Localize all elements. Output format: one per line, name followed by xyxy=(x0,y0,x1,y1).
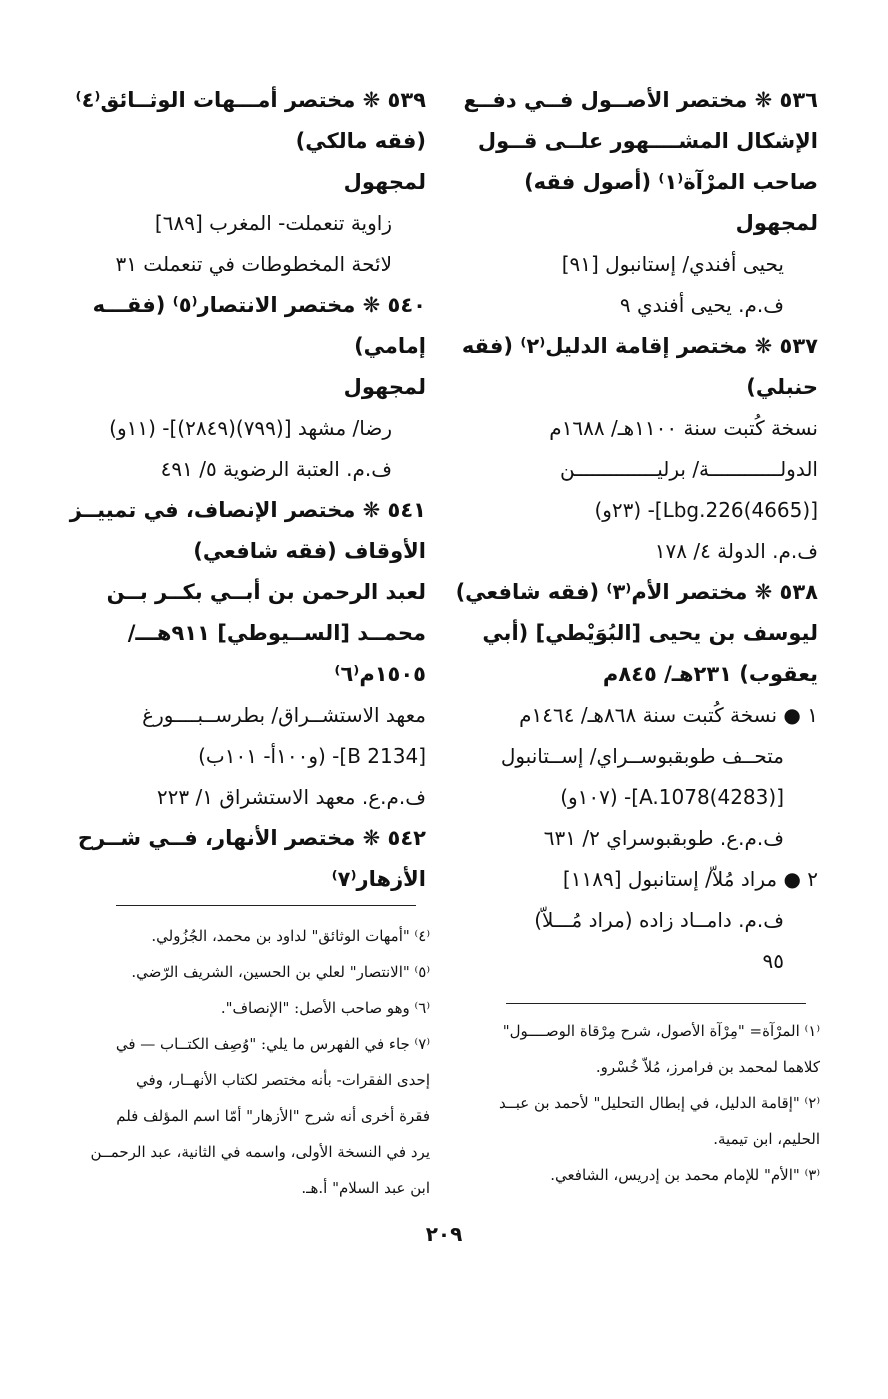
entry-541-author: لعبد الرحمن بن أبــي بكــر بــن xyxy=(106,580,426,604)
entry-541-catalog: ف.م.ع. معهد الاستشراق ١/ ٢٢٣ xyxy=(156,785,426,809)
footnote-rule-right xyxy=(506,1003,806,1004)
entry-536-heading-cont: صاحب المرْآة⁽١⁾ (أصول فقه) xyxy=(524,170,818,194)
entry-536-location: يحيى أفندي/ إستانبول [٩١] xyxy=(561,252,784,276)
entry-539-catalog: لائحة المخطوطات في تنعملت ٣١ xyxy=(115,252,392,276)
entry-538-copy-2-catalog: ف.م. دامــاد زاده (مراد مُـــلاّ) xyxy=(534,908,784,932)
entry-536-catalog: ف.م. يحيى أفندي ٩ xyxy=(619,293,784,317)
entry-541-shelfmark: [B 2134]- (و١٠٠أ- ١٠١ب) xyxy=(198,744,426,768)
entry-537-location: الدولــــــــــــة/ برليــــــــــــــن xyxy=(559,457,818,481)
entry-537-heading: ٥٣٧ ❋ مختصر إقامة الدليل⁽٢⁾ (فقه xyxy=(461,334,818,358)
footnote-2: ⁽٢⁾ "إقامة الدليل، في إبطال التحليل" لأحمد بن عبــد xyxy=(499,1094,820,1112)
footnote-3: ⁽٣⁾ "الأم" للإمام محمد بن إدريس، الشافعي. xyxy=(550,1166,820,1184)
entry-538-copy-2: ٢ ● مراد مُلاّ/ إستانبول [١١٨٩] xyxy=(562,867,818,891)
footnote-7-cont: يرد في النسخة الأولى، واسمه في الثانية، عبد الرحمــن xyxy=(90,1143,430,1161)
entry-538-author: ليوسف بن يحيى [البُوَيْطي] (أبي xyxy=(482,621,818,645)
footnote-5: ⁽٥⁾ "الانتصار" لعلي بن الحسين، الشريف الرّضي. xyxy=(131,963,430,981)
entry-539-heading: ٥٣٩ ❋ مختصر أمـــهات الوثــائق⁽٤⁾ xyxy=(75,88,426,112)
footnote-7-cont: فقرة أخرى أنه شرح "الأزهار" أمّا اسم المؤلف فلم xyxy=(116,1107,430,1125)
footnote-rule-left xyxy=(116,905,416,906)
entry-536-heading-cont: الإشكال المشــــهور علــى قــول xyxy=(477,129,818,153)
page-number: ٢٠٩ xyxy=(425,1222,463,1246)
entry-538-heading: ٥٣٨ ❋ مختصر الأم⁽٣⁾ (فقه شافعي) xyxy=(455,580,818,604)
entry-536-author: لمجهول xyxy=(735,211,818,235)
footnote-7-cont: ابن عبد السلام" أ.هـ. xyxy=(301,1179,430,1197)
left-column xyxy=(69,80,426,900)
right-column xyxy=(455,80,818,982)
entry-540-location: رضا/ مشهد [(٧٩٩)(٢٨٤٩)]- (١١و) xyxy=(109,416,392,440)
entry-538-copy-1: ١ ● نسخة كُتبت سنة ٨٦٨هـ/ ١٤٦٤م xyxy=(519,703,818,727)
entry-541-location: معهد الاستشــراق/ بطرســبــــورغ xyxy=(142,703,426,727)
entry-537-copy-date: نسخة كُتبت سنة ١١٠٠هـ/ ١٦٨٨م xyxy=(549,416,818,440)
entry-538-copy-1-location: متحــف طوبقبوســراي/ إســتانبول xyxy=(500,744,784,768)
footnote-6: ⁽٦⁾ وهو صاحب الأصل: "الإنصاف". xyxy=(220,999,430,1017)
entry-538-author-cont: يعقوب) ٢٣١هـ/ ٨٤٥م xyxy=(602,662,818,686)
entry-538-copy-1-catalog: ف.م.ع. طوبقبوسراي ٢/ ٦٣١ xyxy=(543,826,784,850)
entry-539-author: لمجهول xyxy=(343,170,426,194)
entry-538-copy-2-catalog-cont: ٩٥ xyxy=(762,949,784,973)
entry-539-heading-cont: (فقه مالكي) xyxy=(295,129,426,153)
entry-541-author-date: ١٥٠٥م⁽٦⁾ xyxy=(334,662,426,686)
entry-538-copy-1-shelfmark: [(4283)A.1078]- (١٠٧و) xyxy=(560,785,784,809)
footnotes-left xyxy=(90,918,430,1206)
footnotes-right xyxy=(462,1013,820,1193)
entry-540-heading-cont: إمامي) xyxy=(354,334,426,358)
entry-540-heading: ٥٤٠ ❋ مختصر الانتصار⁽٥⁾ (فقـــه xyxy=(92,293,426,317)
entry-540-author: لمجهول xyxy=(343,375,426,399)
entry-541-heading-cont: الأوقاف (فقه شافعي) xyxy=(193,539,426,563)
footnote-4: ⁽٤⁾ "أمهات الوثائق" لداود بن محمد، الجُزُولي. xyxy=(151,927,430,945)
footnote-7: ⁽٧⁾ جاء في الفهرس ما يلي: "وُصِف الكتــاب — في xyxy=(115,1035,430,1053)
footnote-2-cont: الحليم، ابن تيمية. xyxy=(713,1130,820,1148)
entry-540-catalog: ف.م. العتبة الرضوية ٥/ ٤٩١ xyxy=(160,457,392,481)
entry-537-heading-cont: حنبلي) xyxy=(746,375,818,399)
entry-537-catalog: ف.م. الدولة ٤/ ١٧٨ xyxy=(654,539,818,563)
entry-537-shelfmark: [(4665)Lbg.226]- (٢٣و) xyxy=(594,498,818,522)
entry-542-heading: ٥٤٢ ❋ مختصر الأنهار، فــي شــرح xyxy=(77,826,426,850)
entry-536-heading: ٥٣٦ ❋ مختصر الأصــول فــي دفــع xyxy=(463,88,818,112)
entry-542-heading-cont: الأزهار⁽٧⁾ xyxy=(331,867,426,891)
footnote-7-cont: إحدى الفقرات- بأنه مختصر لكتاب الأنهــار، وفي xyxy=(136,1071,430,1089)
entry-541-heading: ٥٤١ ❋ مختصر الإنصاف، في تمييــز xyxy=(69,498,426,522)
footnote-1-cont: كلاهما لمحمد بن فرامرز، مُلاّ خُسْرو. xyxy=(595,1058,820,1076)
entry-541-author-cont: محمــد [الســيوطي] ٩١١هـــ/ xyxy=(127,621,426,645)
footnote-1: ⁽١⁾ المرْآة= "مِرْآة الأصول، شرح مِرْقاة الوصــــول" xyxy=(502,1022,820,1040)
entry-539-location: زاوية تنعملت- المغرب [٦٨٩] xyxy=(154,211,392,235)
